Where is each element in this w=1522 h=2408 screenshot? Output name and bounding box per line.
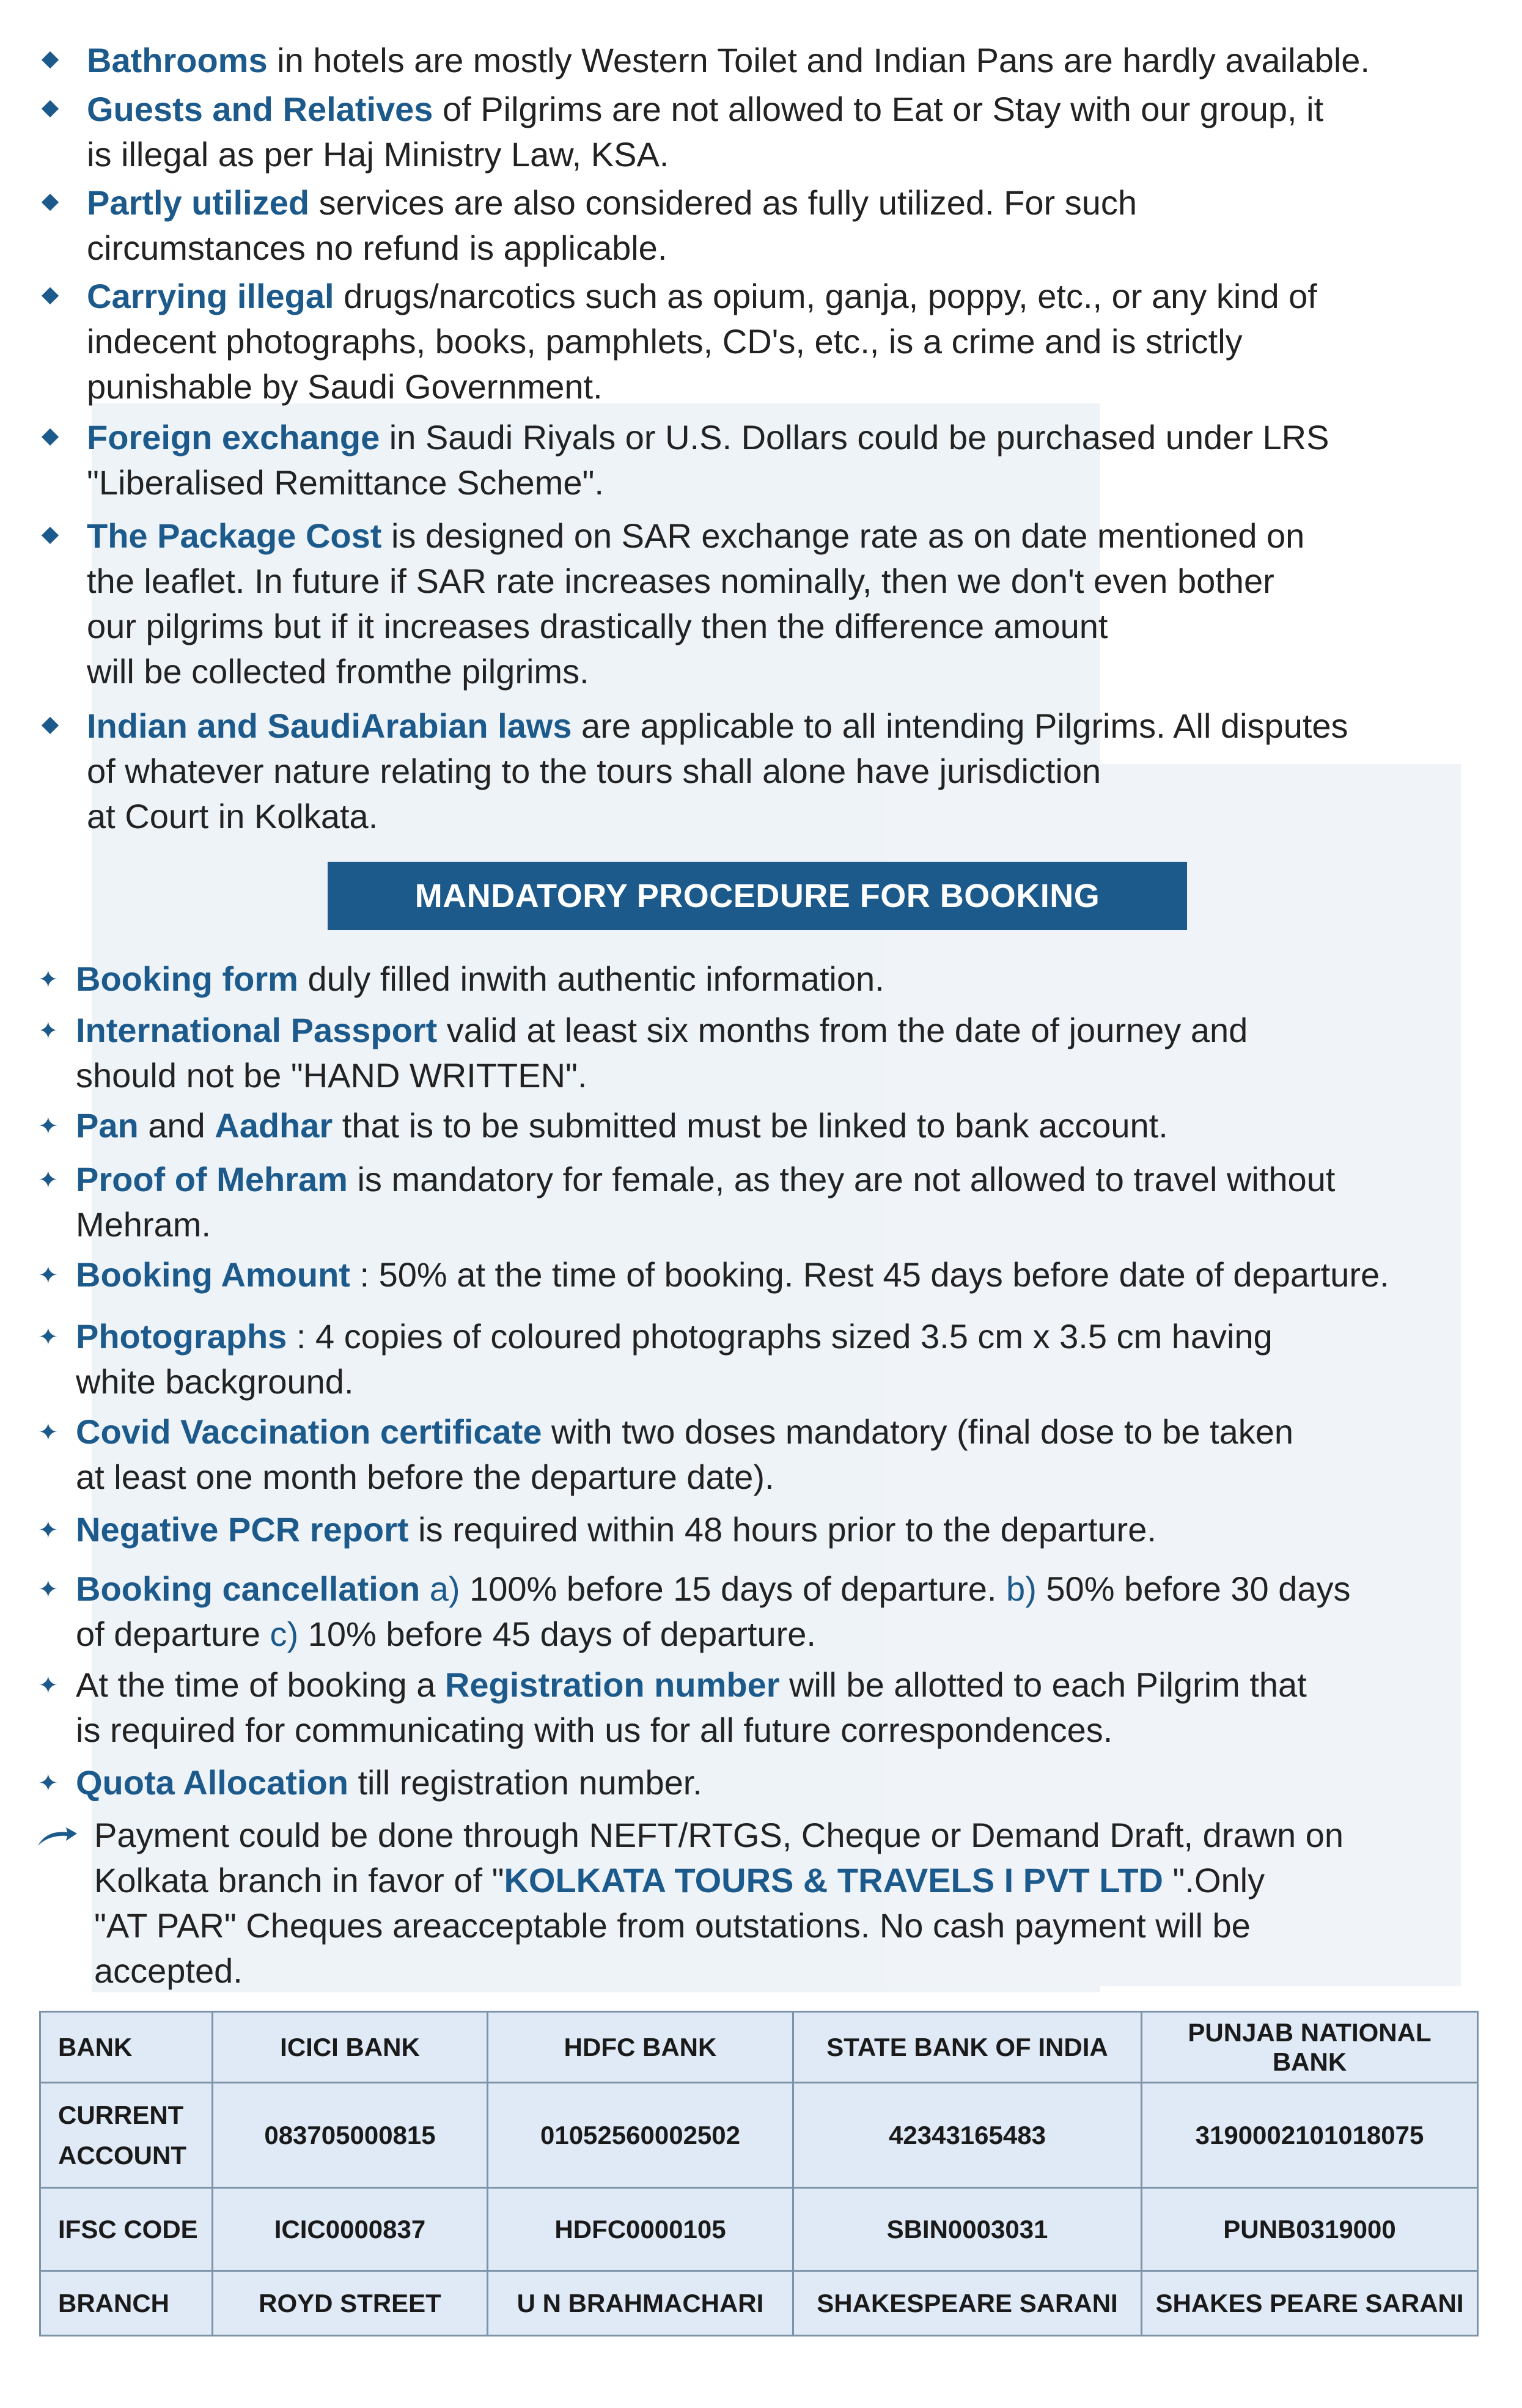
procedure-item [76, 1314, 1506, 1404]
row-label-cell: CURRENT ACCOUNT [40, 2083, 213, 2188]
option-marker: c) [270, 1615, 299, 1653]
highlight-text: Negative PCR report [76, 1510, 409, 1549]
procedure-item [76, 1662, 1506, 1753]
rule-text: in Saudi Riyals or U.S. Dollars could be purchased under LRS "Liberalised Remittance Scheme". [87, 418, 1329, 502]
star-icon: ✦ [38, 1672, 59, 1700]
star-icon: ✦ [38, 1112, 59, 1140]
body-text: till registration number. [348, 1763, 702, 1802]
diamond-icon [42, 51, 59, 68]
procedure-item [76, 1507, 1506, 1552]
table-cell: SHAKESPEARE SARANI [793, 2271, 1142, 2336]
star-icon: ✦ [38, 1166, 59, 1194]
highlight-text: Aadhar [215, 1106, 333, 1145]
section-banner [328, 862, 1187, 930]
procedure-item [76, 956, 1506, 1002]
rule-item [87, 180, 1493, 271]
curved-arrow-icon [35, 1825, 79, 1849]
procedure-item [76, 1566, 1506, 1657]
diamond-icon [42, 100, 59, 117]
procedure-item [76, 1157, 1506, 1247]
highlight-text: International Passport [76, 1011, 438, 1049]
body-text: : 4 copies of coloured photographs sized 3.5 cm x 3.5 cm having white background. [76, 1317, 1273, 1401]
table-cell: HDFC BANK [488, 2012, 793, 2083]
table-cell: ICIC0000837 [213, 2188, 488, 2271]
star-icon: ✦ [38, 1323, 59, 1351]
rule-item [87, 703, 1493, 839]
star-icon: ✦ [38, 1017, 59, 1045]
rule-text: are applicable to all intending Pilgrims. All disputes of whatever nature relating to the tours shall alone have jurisdiction at Court in Kolkata. [87, 707, 1348, 835]
table-cell: SBIN0003031 [793, 2188, 1142, 2271]
body-text: 10% before 45 days of departure. [298, 1615, 816, 1653]
rule-item [87, 274, 1493, 409]
diamond-icon [42, 194, 59, 211]
star-icon: ✦ [38, 1769, 59, 1797]
procedure-item [76, 1252, 1506, 1298]
star-icon: ✦ [38, 1419, 59, 1447]
star-icon: ✦ [38, 1516, 59, 1544]
rule-highlight: Carrying illegal [87, 277, 334, 315]
body-text: duly filled inwith authentic information. [298, 960, 884, 998]
banner-title: MANDATORY PROCEDURE FOR BOOKING [414, 878, 1100, 914]
body-text: is required within 48 hours prior to the departure. [408, 1510, 1156, 1549]
rule-item [87, 513, 1493, 694]
diamond-icon [42, 717, 59, 734]
rule-highlight: The Package Cost [87, 516, 382, 555]
highlight-text: Registration number [444, 1665, 780, 1704]
bank-details-table [39, 2011, 1479, 2336]
procedure-item [76, 1103, 1506, 1148]
body-text: 50% before 30 days of departure [76, 1569, 1351, 1653]
procedure-item [76, 1008, 1506, 1098]
row-label-cell: IFSC CODE [40, 2188, 213, 2271]
star-icon: ✦ [38, 1576, 59, 1604]
table-cell: STATE BANK OF INDIA [793, 2012, 1142, 2083]
highlight-text: Booking form [76, 960, 298, 998]
highlight-text: Pan [76, 1106, 139, 1145]
body-text: 100% before 15 days of departure. [460, 1569, 1007, 1608]
star-icon: ✦ [38, 966, 59, 994]
body-text: At the time of booking a [76, 1665, 445, 1704]
row-label-cell: BANK [40, 2012, 213, 2083]
rule-item [87, 38, 1493, 83]
rule-text: is designed on SAR exchange rate as on date mentioned on the leaflet. In future if SAR rate increases nominally, then we don't even bother our pilgrims but if it increases drastically then the difference amount will be collected fromthe pilgrims. [87, 516, 1305, 691]
rule-text: of Pilgrims are not allowed to Eat or Stay with our group, it is illegal as per Haj Ministry Law, KSA. [87, 90, 1324, 174]
option-marker: a) [420, 1569, 460, 1608]
branch-row [40, 2271, 1478, 2336]
highlight-text: Booking cancellation [76, 1569, 421, 1608]
table-cell: 01052560002502 [488, 2083, 793, 2188]
table-cell: U N BRAHMACHARI [488, 2271, 793, 2336]
rule-text: services are also considered as fully utilized. For such circumstances no refund is applicable. [87, 183, 1138, 267]
table-cell: PUNJAB NATIONAL BANK [1142, 2012, 1478, 2083]
body-text: Payment could be done through NEFT/RTGS, Cheque or Demand Draft, drawn on Kolkata branch in favor of " [94, 1816, 1344, 1900]
payment-text [94, 1813, 1500, 1994]
table-cell: HDFC0000105 [488, 2188, 793, 2271]
table-cell: 42343165483 [793, 2083, 1142, 2188]
body-text: and [138, 1106, 215, 1145]
row-label-cell: BRANCH [40, 2271, 213, 2336]
highlight-text: Booking Amount [76, 1255, 350, 1294]
rule-text: in hotels are mostly Western Toilet and Indian Pans are hardly available. [267, 41, 1370, 79]
highlight-text: Quota Allocation [76, 1763, 348, 1802]
body-text: that is to be submitted must be linked to bank account. [333, 1106, 1168, 1145]
table-cell: PUNB0319000 [1142, 2188, 1478, 2271]
account-row [40, 2083, 1478, 2188]
diamond-icon [42, 428, 59, 446]
option-marker: b) [1006, 1569, 1037, 1608]
highlight-text: KOLKATA TOURS & TRAVELS I PVT LTD [504, 1861, 1163, 1900]
highlight-text: Photographs [76, 1317, 287, 1356]
table-cell: 083705000815 [213, 2083, 488, 2188]
body-text: valid at least six months from the date of journey and should not be "HAND WRITTEN". [76, 1011, 1248, 1095]
highlight-text: Proof of Mehram [76, 1160, 348, 1198]
rule-text: drugs/narcotics such as opium, ganja, poppy, etc., or any kind of indecent photographs, books, pamphlets, CD's, etc., is a crime and is strictly punishable by Saudi Government. [87, 277, 1317, 406]
diamond-icon [42, 287, 59, 304]
table-cell: SHAKES PEARE SARANI [1142, 2271, 1478, 2336]
rule-highlight: Guests and Relatives [87, 90, 433, 128]
star-icon: ✦ [38, 1261, 59, 1290]
bank-name-row [40, 2012, 1478, 2083]
rule-item [87, 87, 1493, 177]
table-cell: 3190002101018075 [1142, 2083, 1478, 2188]
rule-item [87, 415, 1493, 505]
body-text: is mandatory for female, as they are not allowed to travel without Mehram. [76, 1160, 1336, 1244]
procedure-item [76, 1760, 1506, 1805]
highlight-text: Covid Vaccination certificate [76, 1412, 542, 1451]
body-text: with two doses mandatory (final dose to be taken at least one month before the departure date). [76, 1412, 1294, 1496]
procedure-item [76, 1409, 1506, 1500]
rule-highlight: Foreign exchange [87, 418, 380, 457]
table-cell: ROYD STREET [213, 2271, 488, 2336]
table-cell: ICICI BANK [213, 2012, 488, 2083]
body-text: ".Only "AT PAR" Cheques areacceptable from outstations. No cash payment will be accepted. [94, 1861, 1265, 1990]
ifsc-row [40, 2188, 1478, 2271]
rule-highlight: Indian and SaudiArabian laws [87, 707, 572, 745]
rule-highlight: Bathrooms [87, 41, 268, 79]
diamond-icon [42, 527, 59, 544]
body-text: will be allotted to each Pilgrim that is required for communicating with us for all future correspondences. [76, 1665, 1307, 1749]
body-text: : 50% at the time of booking. Rest 45 days before date of departure. [350, 1255, 1389, 1294]
rule-highlight: Partly utilized [87, 183, 310, 222]
